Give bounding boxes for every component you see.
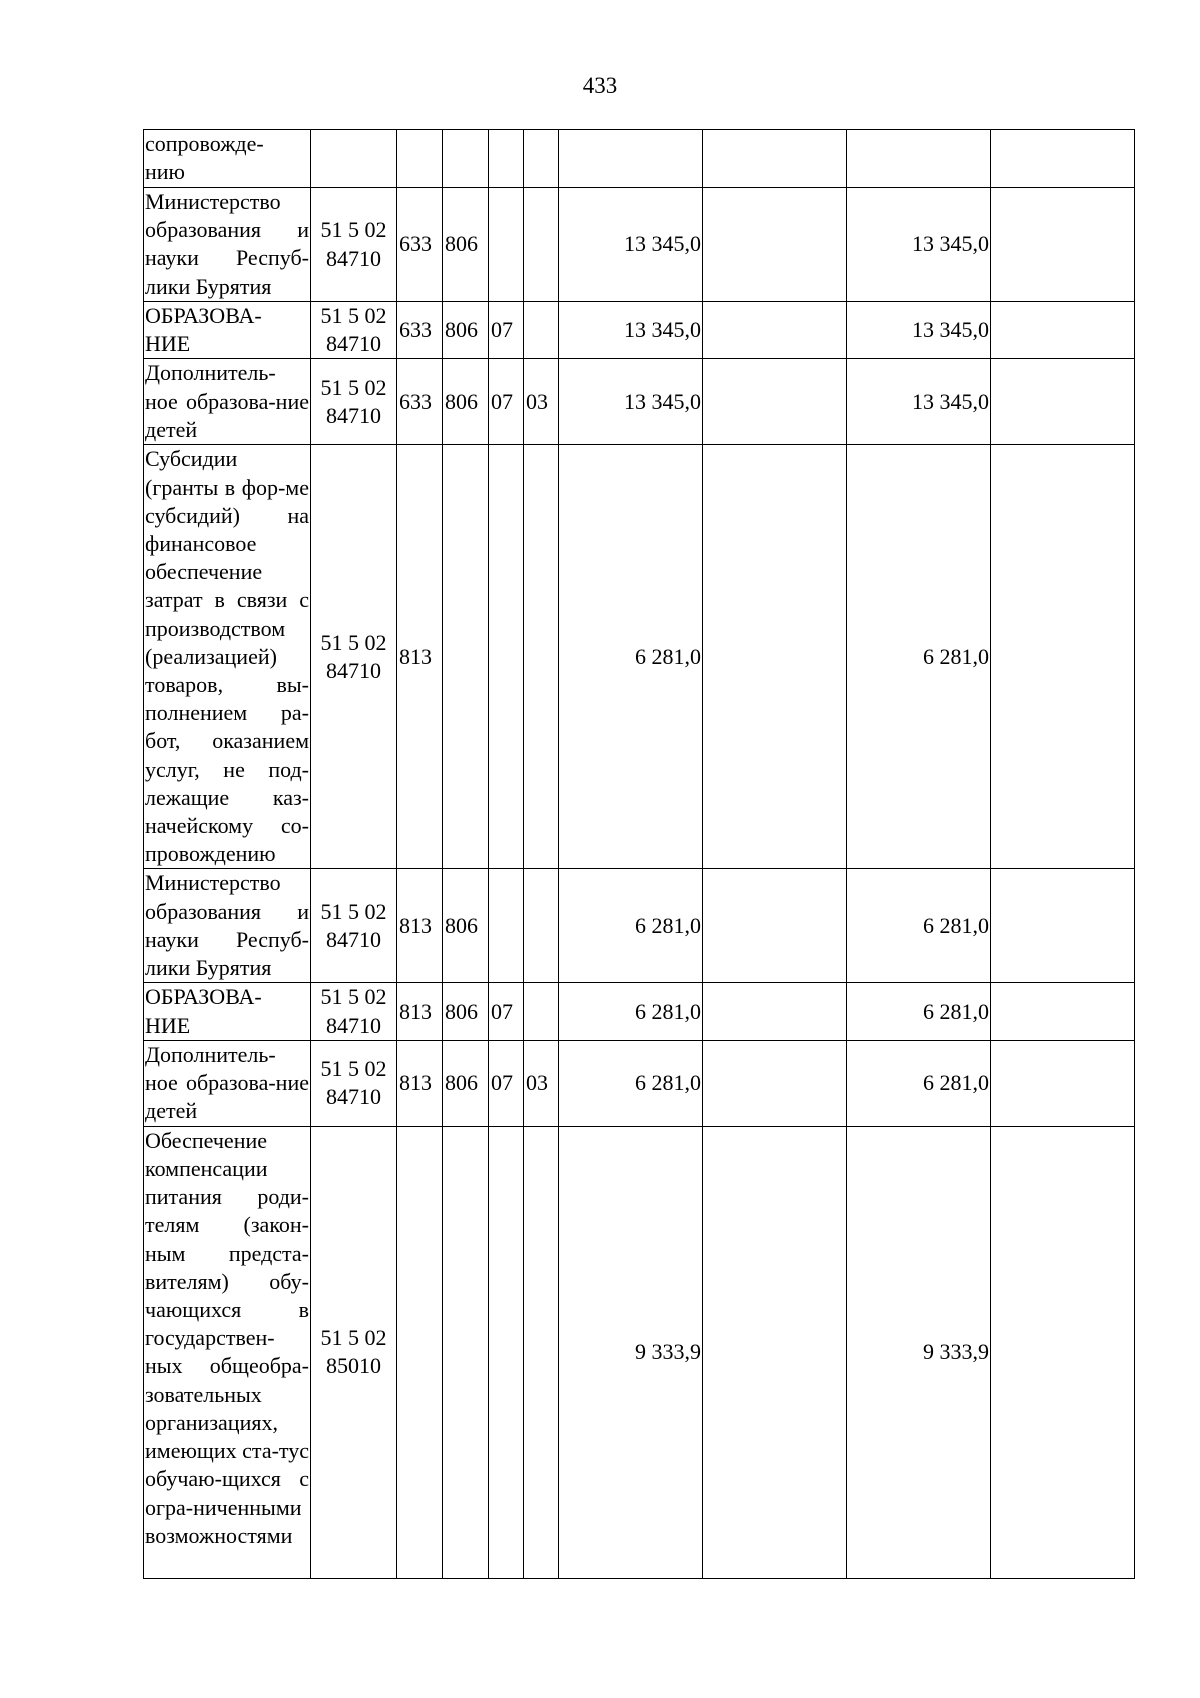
row-ministry-code: 806: [443, 1040, 489, 1126]
table-row: [144, 188, 1135, 302]
row-expense-type: 813: [397, 445, 443, 869]
row-col-2: 6 281,0: [847, 1040, 991, 1126]
row-total: 6 281,0: [559, 869, 703, 983]
table-row: [144, 1126, 1135, 1578]
row-name: Дополнитель- ное образова-ние детей: [144, 359, 311, 445]
row-ministry-code: 806: [443, 302, 489, 359]
row-expense-type: 633: [397, 302, 443, 359]
row-col-1: [703, 983, 847, 1040]
row-target-code: 51 5 02 84710: [311, 302, 397, 359]
row-ministry-code: [443, 130, 489, 188]
row-target-code: 51 5 02 84710: [311, 445, 397, 869]
row-total: [559, 130, 703, 188]
row-target-code: 51 5 02 84710: [311, 1040, 397, 1126]
row-col-1: [703, 1040, 847, 1126]
table-row: [144, 302, 1135, 359]
row-col-3: [991, 188, 1135, 302]
row-target-code: 51 5 02 84710: [311, 359, 397, 445]
row-section: [489, 130, 524, 188]
row-col-2: 6 281,0: [847, 869, 991, 983]
row-expense-type: 813: [397, 1040, 443, 1126]
row-section: 07: [489, 359, 524, 445]
row-col-1: [703, 869, 847, 983]
budget-table: [143, 129, 1135, 1579]
row-subsection: 03: [524, 1040, 559, 1126]
row-col-1: [703, 188, 847, 302]
row-col-2: 13 345,0: [847, 188, 991, 302]
row-total: 6 281,0: [559, 983, 703, 1040]
row-section: [489, 445, 524, 869]
row-col-3: [991, 359, 1135, 445]
table-row: [144, 130, 1135, 188]
row-section: [489, 188, 524, 302]
row-total: 13 345,0: [559, 302, 703, 359]
row-subsection: [524, 302, 559, 359]
row-subsection: [524, 445, 559, 869]
row-col-2: [847, 130, 991, 188]
row-name: Субсидии (гранты в фор-ме субсидий) на финансовое обеспечение затрат в связи с производством (реализацией) товаров, вы-полнением ра-бот, оказанием услуг, не под-лежащие каз-начейскому со-провождению: [144, 445, 311, 869]
row-section: 07: [489, 302, 524, 359]
row-col-3: [991, 869, 1135, 983]
row-section: 07: [489, 983, 524, 1040]
table-row: [144, 359, 1135, 445]
row-col-3: [991, 983, 1135, 1040]
row-col-2: 6 281,0: [847, 445, 991, 869]
row-target-code: [311, 130, 397, 188]
row-col-3: [991, 130, 1135, 188]
row-expense-type: [397, 1126, 443, 1578]
row-col-1: [703, 445, 847, 869]
row-total: 13 345,0: [559, 359, 703, 445]
row-col-1: [703, 1126, 847, 1578]
row-col-1: [703, 359, 847, 445]
row-name: Министерство образования и науки Респуб-лики Бурятия: [144, 188, 311, 302]
row-col-3: [991, 302, 1135, 359]
row-target-code: 51 5 02 85010: [311, 1126, 397, 1578]
row-section: [489, 1126, 524, 1578]
row-expense-type: 813: [397, 983, 443, 1040]
row-total: 6 281,0: [559, 445, 703, 869]
row-expense-type: 633: [397, 188, 443, 302]
row-name: Дополнитель- ное образова-ние детей: [144, 1040, 311, 1126]
row-col-1: [703, 130, 847, 188]
row-col-3: [991, 1126, 1135, 1578]
row-ministry-code: 806: [443, 359, 489, 445]
row-ministry-code: 806: [443, 983, 489, 1040]
row-col-2: 9 333,9: [847, 1126, 991, 1578]
row-target-code: 51 5 02 84710: [311, 188, 397, 302]
row-subsection: [524, 1126, 559, 1578]
row-name: Министерство образования и науки Респуб-лики Бурятия: [144, 869, 311, 983]
row-name: сопровожде- нию: [144, 130, 311, 188]
row-col-3: [991, 445, 1135, 869]
row-col-2: 6 281,0: [847, 983, 991, 1040]
row-subsection: [524, 869, 559, 983]
table-row: [144, 983, 1135, 1040]
row-section: [489, 869, 524, 983]
row-col-2: 13 345,0: [847, 359, 991, 445]
row-subsection: [524, 130, 559, 188]
row-target-code: 51 5 02 84710: [311, 869, 397, 983]
row-col-3: [991, 1040, 1135, 1126]
row-total: 9 333,9: [559, 1126, 703, 1578]
row-expense-type: [397, 130, 443, 188]
row-subsection: [524, 188, 559, 302]
row-ministry-code: 806: [443, 188, 489, 302]
row-target-code: 51 5 02 84710: [311, 983, 397, 1040]
row-subsection: 03: [524, 359, 559, 445]
row-ministry-code: 806: [443, 869, 489, 983]
row-total: 6 281,0: [559, 1040, 703, 1126]
row-col-2: 13 345,0: [847, 302, 991, 359]
row-section: 07: [489, 1040, 524, 1126]
table-row: [144, 1040, 1135, 1126]
row-name: ОБРАЗОВА- НИЕ: [144, 983, 311, 1040]
row-ministry-code: [443, 1126, 489, 1578]
row-name: Обеспечение компенсации питания роди-телям (закон-ным предста-вителям) обу-чающихся в государствен-ных общеобра-зовательных организациях, имеющих ста-тус обучаю-щихся с огра-ниченными возможностями: [144, 1126, 311, 1578]
row-ministry-code: [443, 445, 489, 869]
table-row: [144, 869, 1135, 983]
row-name: ОБРАЗОВА- НИЕ: [144, 302, 311, 359]
page-number: 433: [582, 73, 618, 98]
row-total: 13 345,0: [559, 188, 703, 302]
row-expense-type: 813: [397, 869, 443, 983]
row-col-1: [703, 302, 847, 359]
row-subsection: [524, 983, 559, 1040]
row-expense-type: 633: [397, 359, 443, 445]
table-row: [144, 445, 1135, 869]
